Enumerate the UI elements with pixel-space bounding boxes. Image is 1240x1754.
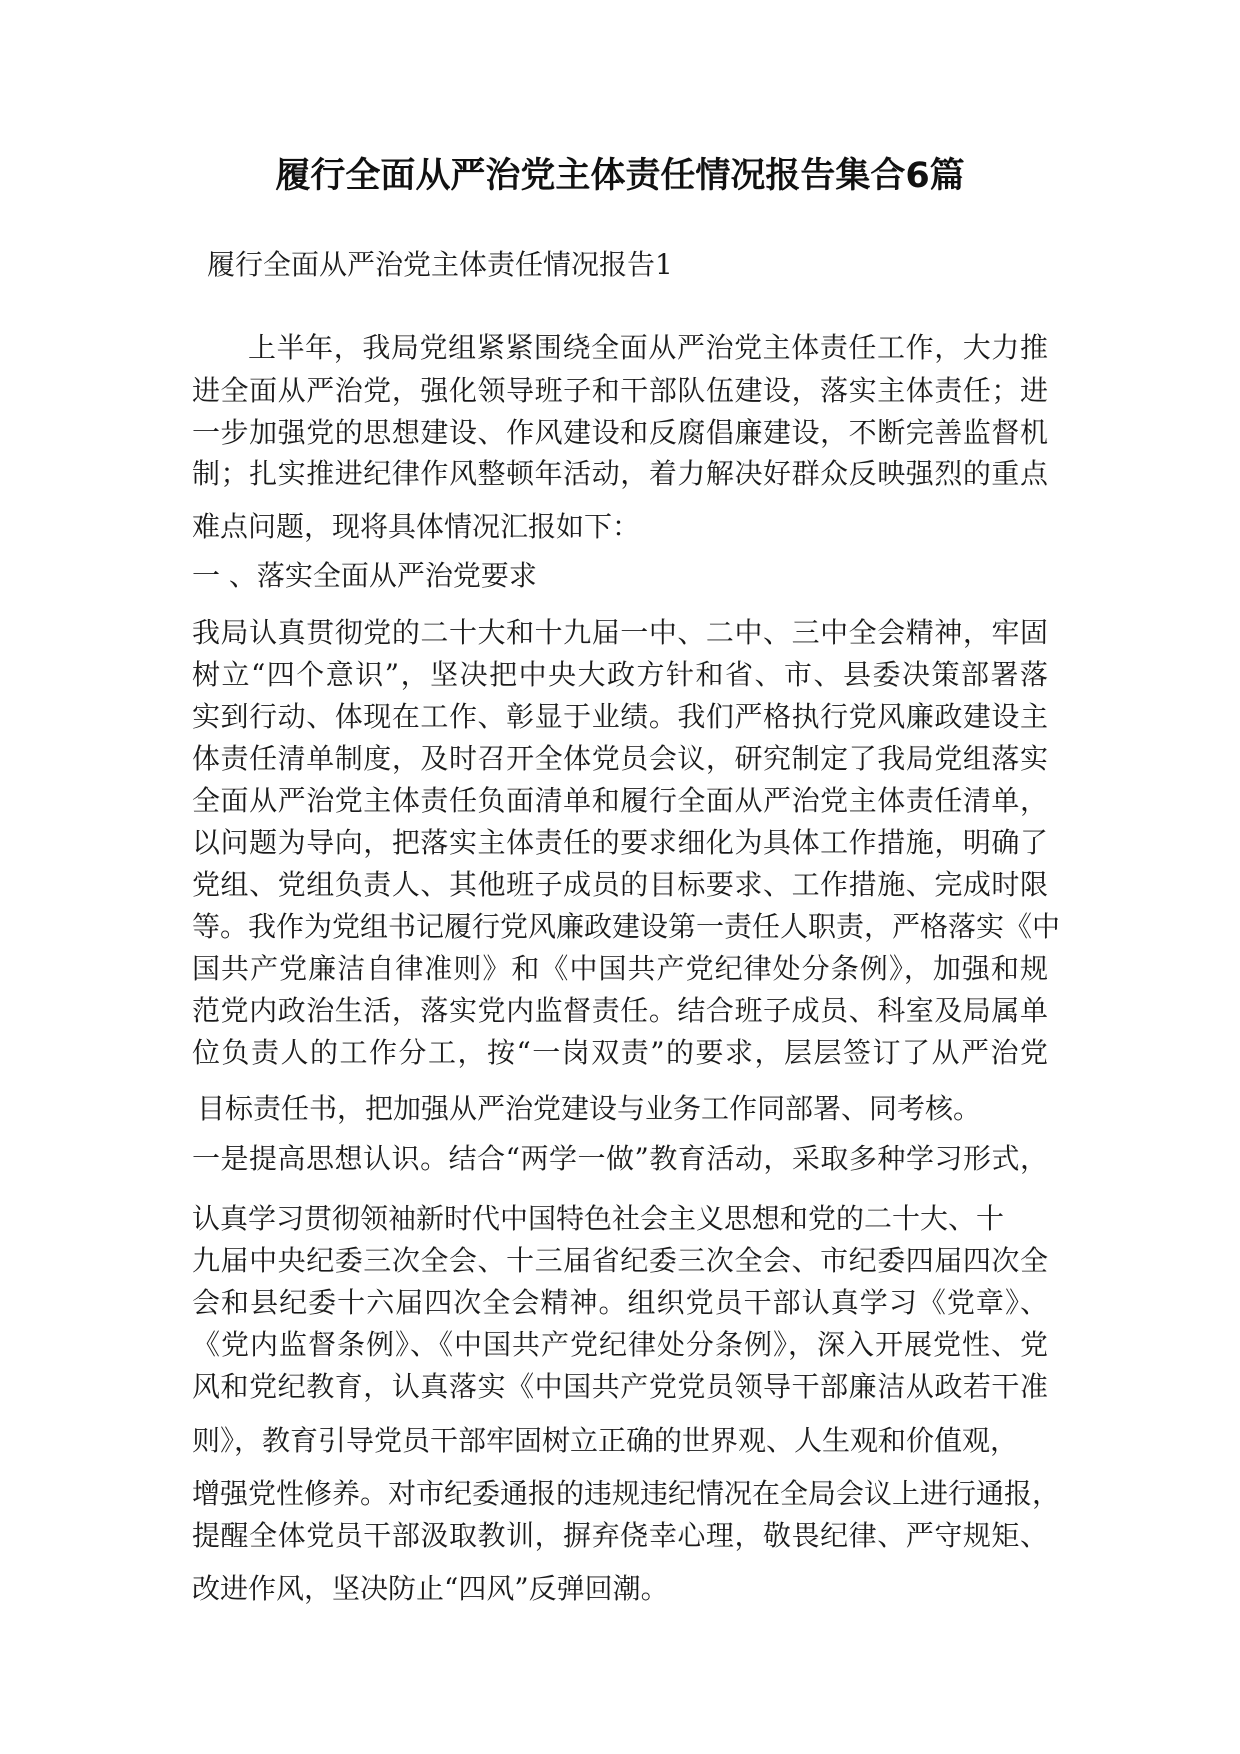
- paragraph-line: 进全面从严治党，强化领导班子和干部队伍建设，落实主体责任；进: [192, 374, 1048, 407]
- paragraph-line: 树立“四个意识”，坚决把中央大政方针和省、市、县委决策部署落: [192, 658, 1048, 691]
- paragraph-line: 一是提高思想认识。结合“两学一做”教育活动，采取多种学习形式，: [192, 1142, 1048, 1175]
- paragraph-line: 上半年，我局党组紧紧围绕全面从严治党主体责任工作，大力推: [248, 331, 1048, 364]
- paragraph-line: 我局认真贯彻党的二十大和十九届一中、二中、三中全会精神，牢固: [192, 616, 1048, 649]
- paragraph-line: 党组、党组负责人、其他班子成员的目标要求、工作措施、完成时限: [192, 868, 1048, 901]
- paragraph-line: 实到行动、体现在工作、彰显于业绩。我们严格执行党风廉政建设主: [192, 700, 1048, 733]
- paragraph-line: 全面从严治党主体责任负面清单和履行全面从严治党主体责任清单，: [192, 784, 1048, 817]
- paragraph-line: 制；扎实推进纪律作风整顿年活动，着力解决好群众反映强烈的重点: [192, 457, 1048, 490]
- paragraph-line: 位负责人的工作分工，按“一岗双责”的要求，层层签订了从严治党: [192, 1036, 1048, 1069]
- paragraph-line: 风和党纪教育，认真落实《中国共产党党员领导干部廉洁从政若干准: [192, 1370, 1048, 1403]
- paragraph-line: 难点问题，现将具体情况汇报如下：: [192, 510, 641, 543]
- paragraph-line: 目标责任书，把加强从严治党建设与业务工作同部署、同考核。: [197, 1092, 982, 1125]
- paragraph-line: 会和县纪委十六届四次全会精神。组织党员干部认真学习《党章》、: [192, 1286, 1048, 1319]
- paragraph-line: 范党内政治生活，落实党内监督责任。结合班子成员、科室及局属单: [192, 994, 1048, 1027]
- paragraph-line: 改进作风，坚决防止“四风”反弹回潮。: [192, 1572, 669, 1605]
- paragraph-line: 增强党性修养。对市纪委通报的违规违纪情况在全局会议上进行通报，: [192, 1477, 1061, 1510]
- section-heading: 一 、落实全面从严治党要求: [192, 559, 537, 592]
- paragraph-line: 以问题为导向，把落实主体责任的要求细化为具体工作措施，明确了: [192, 826, 1048, 859]
- paragraph-line: 国共产党廉洁自律准则》和《中国共产党纪律处分条例》，加强和规: [192, 952, 1048, 985]
- paragraph-line: 九届中央纪委三次全会、十三届省纪委三次全会、市纪委四届四次全: [192, 1244, 1048, 1277]
- paragraph-line: 体责任清单制度，及时召开全体党员会议，研究制定了我局党组落实: [192, 742, 1048, 775]
- paragraph-line: 认真学习贯彻领袖新时代中国特色社会主义思想和党的二十大、十: [192, 1202, 1005, 1235]
- document-title: 履行全面从严治党主体责任情况报告集合6篇: [275, 156, 965, 196]
- paragraph-line: 《党内监督条例》、《中国共产党纪律处分条例》，深入开展党性、党: [192, 1328, 1048, 1361]
- paragraph-line: 则》，教育引导党员干部牢固树立正确的世界观、人生观和价值观，: [192, 1424, 1019, 1457]
- paragraph-line: 等。我作为党组书记履行党风廉政建设第一责任人职责，严格落实《中: [192, 910, 1061, 943]
- paragraph-line: 提醒全体党员干部汲取教训，摒弃侥幸心理，敬畏纪律、严守规矩、: [192, 1519, 1048, 1552]
- report-subtitle: 履行全面从严治党主体责任情况报告1: [207, 248, 673, 281]
- paragraph-line: 一步加强党的思想建设、作风建设和反腐倡廉建设，不断完善监督机: [192, 416, 1048, 449]
